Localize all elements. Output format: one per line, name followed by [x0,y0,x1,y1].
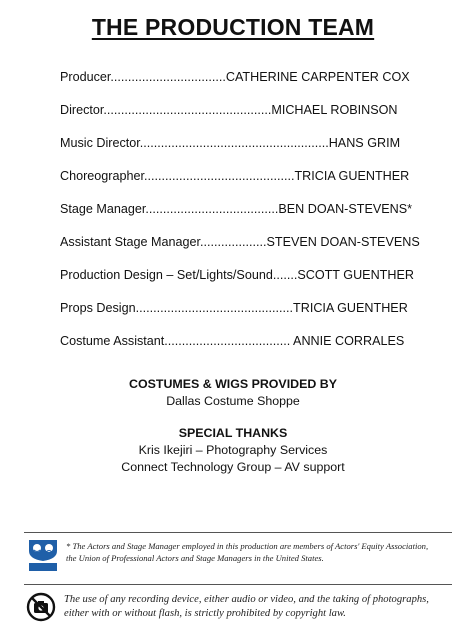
special-thanks-heading: SPECIAL THANKS [178,426,288,440]
crew-row-choreographer [60,159,420,192]
crew-entry: Props Design.............................................TRICIA GUENTHER [60,300,408,315]
recording-notice [24,592,452,622]
equity-notice-text [66,537,428,564]
divider [24,532,452,533]
no-camera-icon [26,592,56,622]
page-title-text: THE PRODUCTION TEAM [91,14,375,40]
crew-entry: Producer.................................CATHERINE CARPENTER COX [60,69,410,84]
crew-entry: Costume Assistant.................................... ANNIE CORRALES [60,333,405,348]
recording-notice-line: The use of any recording device, either audio or video, and the taking of photographs, [64,594,429,605]
crew-entry: Production Design – Set/Lights/Sound.......SCOTT GUENTHER [60,267,414,282]
crew-row-music-director [60,126,420,159]
costumes-heading: COSTUMES & WIGS PROVIDED BY [129,377,337,391]
crew-row-production-design [60,258,420,291]
actors-equity-logo-icon [26,537,60,573]
crew-list [60,60,420,357]
crew-entry: Stage Manager......................................BEN DOAN-STEVENS* [60,201,413,216]
crew-entry: Music Director......................................................HANS GRIM [60,135,401,150]
costumes-section [0,377,466,408]
crew-row-costume-assistant [60,324,420,357]
special-thanks-line: Connect Technology Group – AV support [121,460,345,474]
crew-row-stage-manager [60,192,420,225]
crew-row-director [60,93,420,126]
crew-entry: Director................................................MICHAEL ROBINSON [60,102,398,117]
crew-row-assistant-stage-manager [60,225,420,258]
crew-entry: Choreographer...........................................TRICIA GUENTHER [60,168,410,183]
crew-entry: Assistant Stage Manager...................STEVEN DOAN-STEVENS [60,234,420,249]
page-title [0,14,466,41]
special-thanks-line: Kris Ikejiri – Photography Services [138,443,328,457]
recording-notice-line: either with or without flash, is strictly prohibited by copyright law. [64,608,346,619]
equity-notice [24,537,452,573]
crew-row-producer [60,60,420,93]
equity-notice-line: the Union of Professional Actors and Stage Managers in the United States. [66,553,324,563]
crew-row-props-design [60,291,420,324]
divider [24,584,452,585]
costumes-provider: Dallas Costume Shoppe [166,394,300,408]
equity-notice-line: * The Actors and Stage Manager employed in this production are members of Actors' Equity Association, [66,541,429,551]
special-thanks-section [0,426,466,474]
recording-notice-text [64,592,429,621]
